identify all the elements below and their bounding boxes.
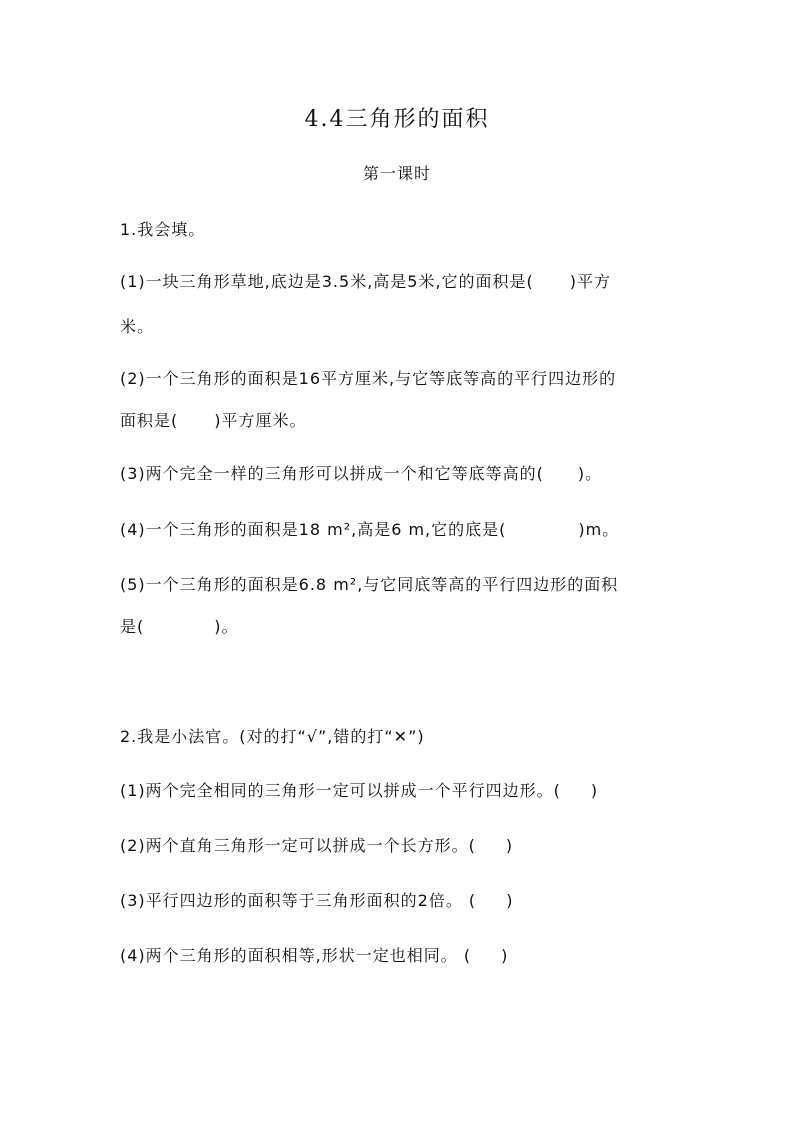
question-1-3-suffix: )。 — [577, 464, 603, 483]
judge-item-1 — [120, 781, 598, 801]
question-1-4-text: (4)一个三角形的面积是18 m²,高是6 m,它的底是( — [120, 520, 507, 539]
question-1-1-line-2: 米。 — [120, 317, 155, 336]
question-1-3 — [120, 464, 602, 484]
section-2-heading: 2.我是小法官。(对的打“√”,错的打“✕”) — [120, 727, 425, 746]
question-1-5-suffix: )。 — [214, 617, 239, 636]
section-1-heading: 1.我会填。 — [120, 220, 206, 239]
judge-item-4-text: (4)两个三角形的面积相等,形状一定也相同。 ( — [120, 946, 472, 965]
page-subtitle: 第一课时 — [362, 164, 431, 183]
question-1-5-line-1: (5)一个三角形的面积是6.8 m²,与它同底等高的平行四边形的面积 — [120, 575, 619, 594]
judge-item-3-close: ) — [506, 891, 514, 910]
judge-item-4-close: ) — [501, 946, 509, 965]
page-title: 4.4三角形的面积 — [304, 107, 490, 132]
question-1-2-line-1: (2)一个三角形的面积是16平方厘米,与它等底等高的平行四边形的 — [120, 369, 617, 388]
judge-item-2 — [120, 836, 513, 856]
judge-item-2-text: (2)两个直角三角形一定可以拼成一个长方形。( — [120, 836, 476, 855]
question-1-5-line-2 — [120, 617, 239, 637]
question-1-3-text: (3)两个完全一样的三角形可以拼成一个和它等底等高的( — [120, 464, 544, 483]
question-1-4-suffix: )m。 — [578, 520, 620, 539]
judge-item-1-text: (1)两个完全相同的三角形一定可以拼成一个平行四边形。( — [120, 781, 561, 800]
judge-item-3 — [120, 891, 513, 911]
question-1-1-suffix: )平方 — [569, 272, 612, 291]
judge-item-2-close: ) — [505, 836, 514, 855]
question-1-1-line-1 — [120, 272, 611, 292]
question-1-1-text: (1)一块三角形草地,底边是3.5米,高是5米,它的面积是( — [120, 272, 534, 291]
question-1-2-prefix: 面积是( — [120, 411, 179, 430]
question-1-2-line-2 — [120, 411, 307, 431]
question-1-5-prefix: 是( — [120, 617, 145, 636]
question-1-2-suffix: )平方厘米。 — [214, 411, 307, 430]
judge-item-3-text: (3)平行四边形的面积等于三角形面积的2倍。 ( — [120, 891, 477, 910]
question-1-4 — [120, 520, 619, 540]
judge-item-4 — [120, 946, 508, 966]
judge-item-1-close: ) — [590, 781, 599, 800]
